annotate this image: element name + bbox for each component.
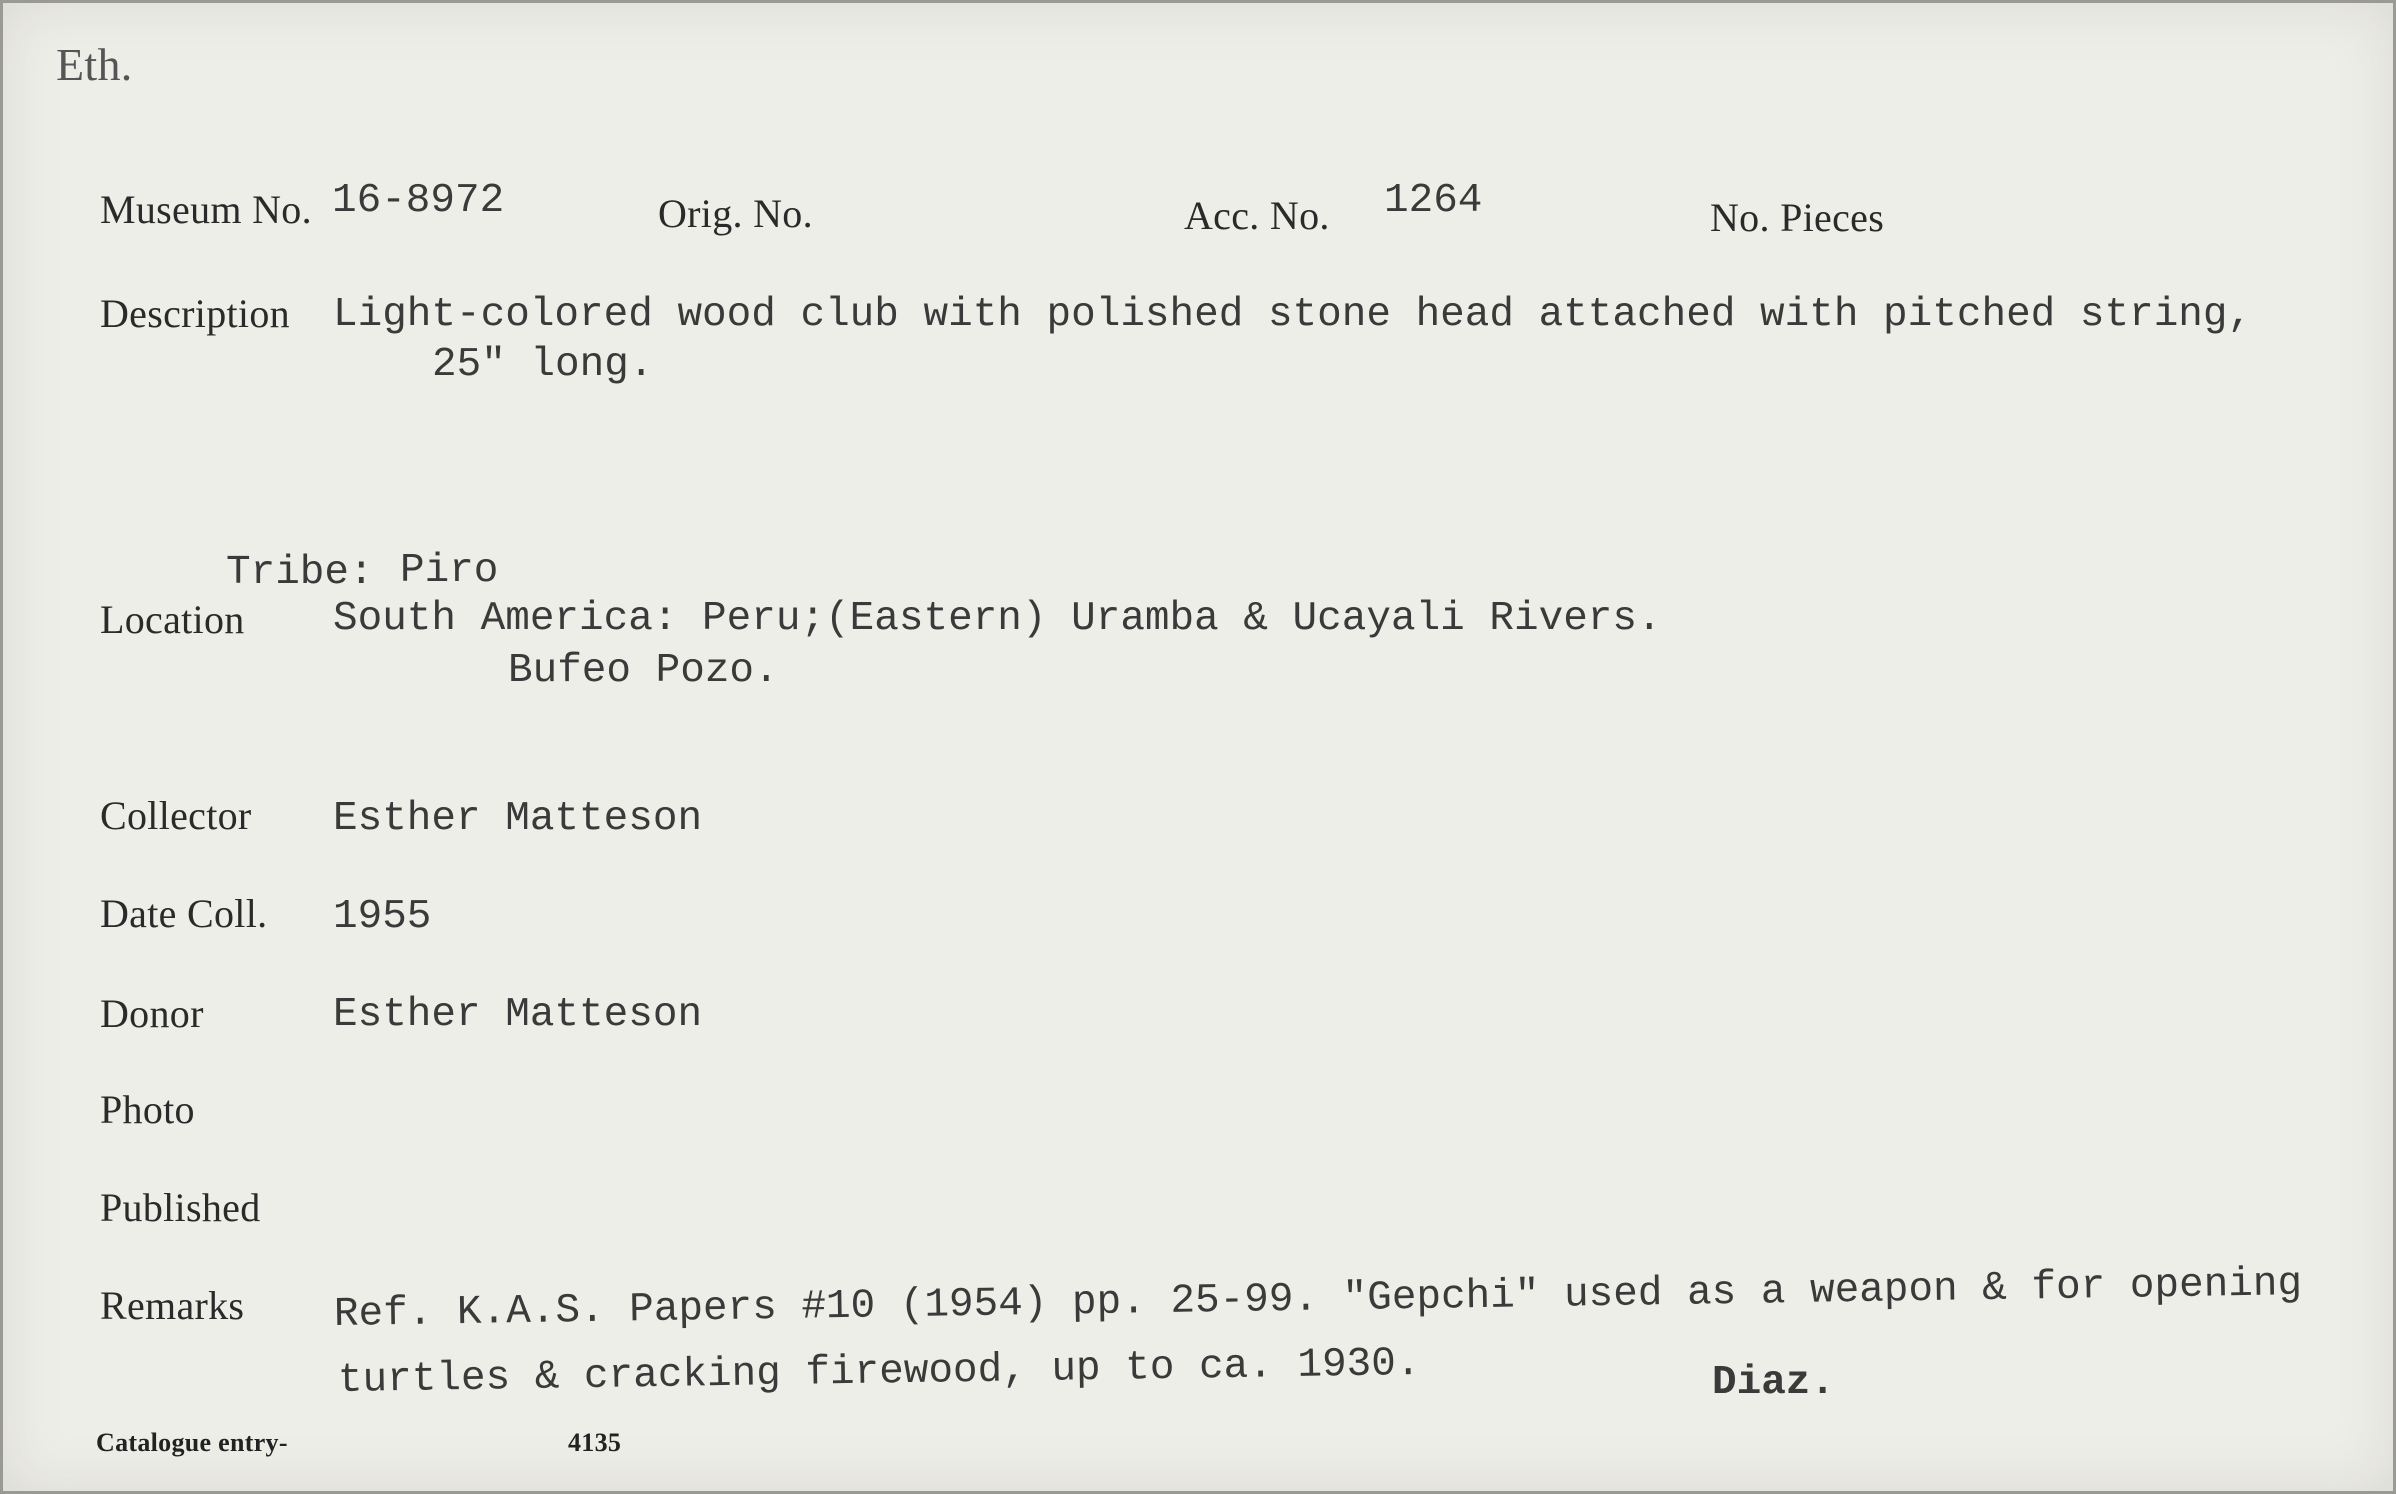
remarks-label: Remarks (100, 1283, 245, 1328)
date-coll-value: 1955 (333, 894, 432, 940)
remarks-line-1: Ref. K.A.S. Papers #10 (1954) pp. 25-99. "Gepchi" used as a weapon & for opening (333, 1261, 2303, 1338)
collector-label: Collector (100, 793, 252, 838)
remarks-line-2: turtles & cracking firewood, up to ca. 1930. (337, 1340, 1421, 1404)
museum-no-label: Museum No. (100, 187, 312, 232)
orig-no-label: Orig. No. (658, 191, 813, 236)
tribe-label: Tribe: (226, 550, 374, 596)
acc-no-label: Acc. No. (1184, 193, 1330, 238)
erased-location-text (1700, 596, 1723, 639)
museum-no-value: 16-8972 (332, 178, 505, 224)
collector-value: Esther Matteson (333, 796, 703, 842)
location-line-1: South America: Peru;(Eastern) Uramba & Ucayali Rivers. (333, 596, 1662, 642)
location-label: Location (100, 597, 245, 642)
no-pieces-label: No. Pieces (1710, 195, 1885, 240)
catalogue-entry-label: Catalogue entry- (96, 1428, 288, 1457)
catalogue-entry-value: 4135 (568, 1428, 622, 1457)
department-mark: Eth. (56, 39, 133, 90)
tribe-value: Piro (400, 548, 499, 594)
donor-value: Esther Matteson (333, 992, 703, 1038)
published-label: Published (100, 1185, 261, 1230)
description-label: Description (100, 291, 290, 336)
donor-label: Donor (100, 991, 204, 1036)
description-line-2: 25" long. (432, 342, 654, 388)
location-line-2: Bufeo Pozo. (508, 648, 779, 694)
description-line-1: Light-colored wood club with polished stone head attached with pitched string, (333, 292, 2253, 338)
photo-label: Photo (100, 1087, 195, 1132)
remarks-initials: Diaz. (1712, 1360, 1836, 1406)
date-coll-label: Date Coll. (100, 891, 268, 936)
acc-no-value: 1264 (1384, 178, 1483, 224)
